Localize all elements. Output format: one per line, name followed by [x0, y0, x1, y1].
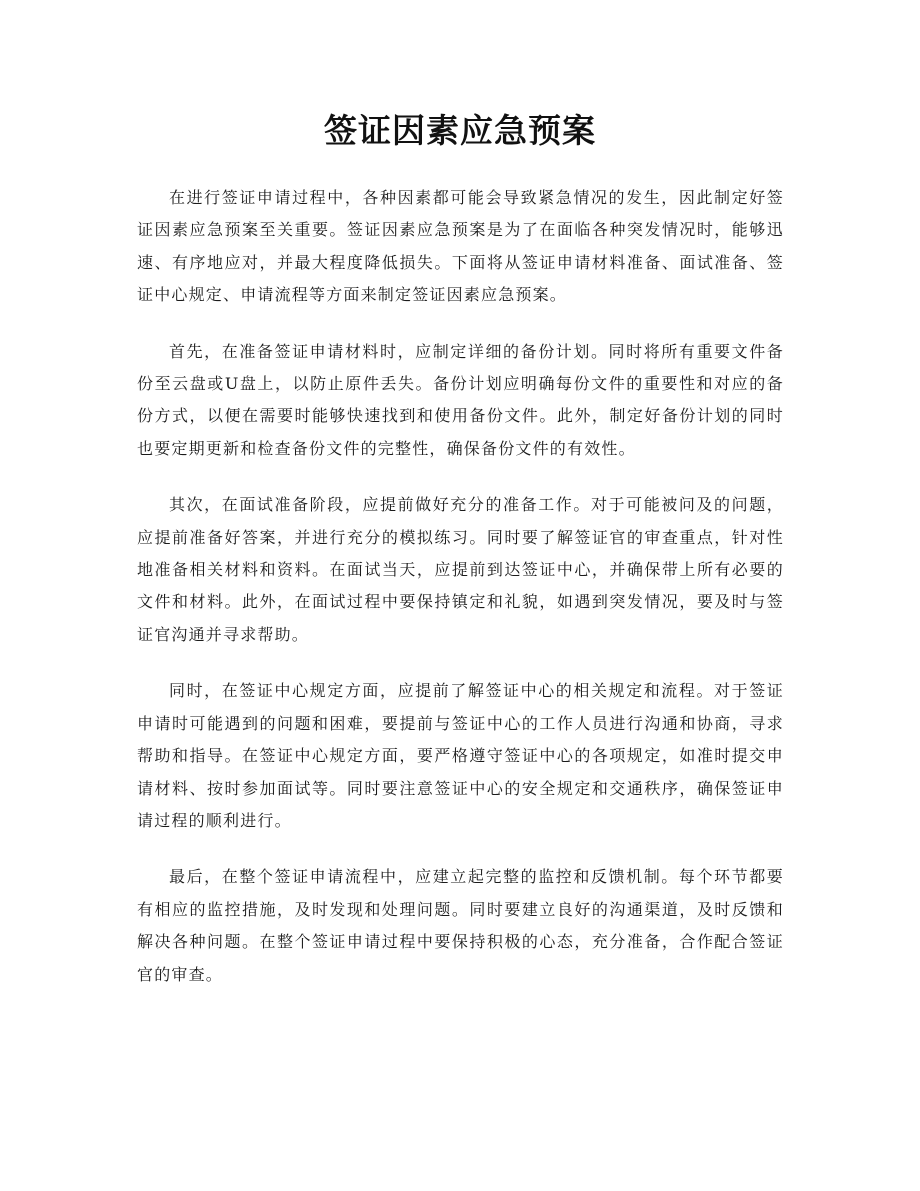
document-title: 签证因素应急预案: [324, 111, 596, 150]
paragraph-intro: 在进行签证申请过程中，各种因素都可能会导致紧急情况的发生，因此制定好签证因素应急预案至关重要。签证因素应急预案是为了在面临各种突发情况时，能够迅速、有序地应对，并最大程度降低损失。下面将从签证申请材料准备、面试准备、签证中心规定、申请流程等方面来制定签证因素应急预案。: [137, 188, 784, 305]
paragraph-interview: 其次，在面试准备阶段，应提前做好充分的准备工作。对于可能被问及的问题，应提前准备好答案，并进行充分的模拟练习。同时要了解签证官的审查重点，针对性地准备相关材料和资料。在面试当天，应提前到达签证中心，并确保带上所有必要的文件和材料。此外，在面试过程中要保持镇定和礼貌，如遇到突发情况，要及时与签证官沟通并寻求帮助。: [137, 495, 784, 644]
paragraph-visa-center: 同时，在签证中心规定方面，应提前了解签证中心的相关规定和流程。对于签证申请时可能遇到的问题和困难，要提前与签证中心的工作人员进行沟通和协商，寻求帮助和指导。在签证中心规定方面，要严格遵守签证中心的各项规定，如准时提交申请材料、按时参加面试等。同时要注意签证中心的安全规定和交通秩序，确保签证申请过程的顺利进行。: [137, 681, 784, 830]
document-body: [137, 182, 784, 1015]
paragraph-materials: 首先，在准备签证申请材料时，应制定详细的备份计划。同时将所有重要文件备份至云盘或U盘上，以防止原件丢失。备份计划应明确每份文件的重要性和对应的备份方式，以便在需要时能够快速找到和使用备份文件。此外，制定好备份计划的同时也要定期更新和检查备份文件的完整性，确保备份文件的有效性。: [137, 341, 784, 458]
paragraph-process: 最后，在整个签证申请流程中，应建立起完整的监控和反馈机制。每个环节都要有相应的监控措施，及时发现和处理问题。同时要建立良好的沟通渠道，及时反馈和解决各种问题。在整个签证申请过程中要保持积极的心态，充分准备，合作配合签证官的审查。: [137, 867, 784, 984]
